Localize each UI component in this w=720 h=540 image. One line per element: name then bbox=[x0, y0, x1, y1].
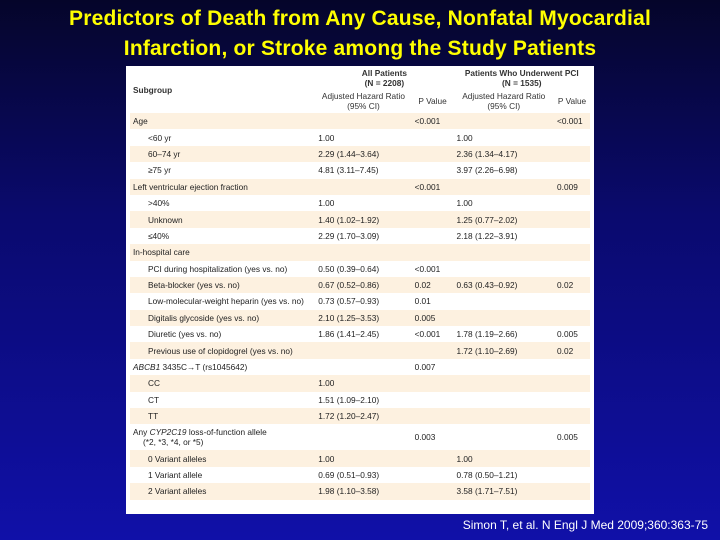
row-label bbox=[130, 211, 315, 227]
row-label-text: ≤40% bbox=[148, 230, 170, 241]
p-all-cell: <0.001 bbox=[414, 181, 441, 192]
hr-pci-cell bbox=[454, 359, 555, 375]
p-all-cell bbox=[412, 129, 454, 145]
p-all-cell bbox=[412, 228, 454, 244]
p-pci-cell bbox=[554, 483, 590, 499]
row-label-text: In-hospital care bbox=[133, 247, 190, 258]
hr-pci-cell bbox=[454, 408, 555, 424]
hr-pci-cell: 3.97 (2.26–6.98) bbox=[456, 165, 518, 176]
table-row bbox=[130, 408, 590, 424]
p-all-cell: 0.003 bbox=[414, 432, 436, 443]
hr-all-cell: 0.67 (0.52–0.86) bbox=[318, 280, 380, 291]
p-pci-cell bbox=[554, 261, 590, 277]
p-pci-cell bbox=[554, 408, 590, 424]
p-all-cell bbox=[412, 483, 454, 499]
row-label bbox=[130, 375, 315, 391]
hr-all-cell: 2.29 (1.70–3.09) bbox=[318, 230, 380, 241]
table-row bbox=[130, 424, 590, 450]
hr-all-cell: 1.00 bbox=[318, 378, 335, 389]
row-label bbox=[130, 129, 315, 145]
row-label bbox=[130, 359, 315, 375]
row-label bbox=[130, 342, 315, 358]
hr-all-cell: 4.81 (3.11–7.45) bbox=[318, 165, 379, 176]
hr-all-cell: 1.86 (1.41–2.45) bbox=[318, 329, 380, 340]
row-label bbox=[130, 179, 315, 195]
hr-pci-cell bbox=[454, 113, 555, 129]
table-row bbox=[130, 359, 590, 375]
p-all-cell bbox=[412, 146, 454, 162]
row-label bbox=[130, 392, 315, 408]
row-label bbox=[130, 195, 315, 211]
hr-all-cell bbox=[315, 359, 411, 375]
p-all-cell: <0.001 bbox=[414, 329, 441, 340]
p-all-cell bbox=[412, 392, 454, 408]
p-pci-cell bbox=[554, 467, 590, 483]
p-all-cell: 0.005 bbox=[414, 312, 436, 323]
table-row bbox=[130, 450, 590, 466]
hr-pci-cell bbox=[454, 261, 555, 277]
hr-pci-cell bbox=[454, 310, 555, 326]
table-row bbox=[130, 146, 590, 162]
table-row bbox=[130, 261, 590, 277]
table-row bbox=[130, 277, 590, 293]
hr-header-pci bbox=[454, 88, 555, 113]
table-row bbox=[130, 228, 590, 244]
row-label-text: <60 yr bbox=[148, 132, 172, 143]
row-label bbox=[130, 467, 315, 483]
hr-all-cell bbox=[315, 342, 411, 358]
hr-all-cell bbox=[315, 424, 411, 450]
p-pci-cell: 0.009 bbox=[557, 181, 578, 192]
hr-pci-cell: 3.58 (1.71–7.51) bbox=[456, 486, 518, 497]
hr-pci-cell bbox=[454, 244, 555, 260]
hr-pci-cell: 1.00 bbox=[456, 198, 473, 209]
table-row bbox=[130, 244, 590, 260]
p-all-cell: 0.01 bbox=[414, 296, 431, 307]
hr-pci-cell: 1.72 (1.10–2.69) bbox=[456, 345, 518, 356]
p-pci-cell: 0.005 bbox=[557, 329, 578, 340]
table-row bbox=[130, 179, 590, 195]
pci-patients-header bbox=[454, 66, 591, 88]
p-pci-cell bbox=[554, 162, 590, 178]
all-patients-header bbox=[315, 66, 453, 88]
hr-pci-cell: 1.78 (1.19–2.66) bbox=[456, 329, 518, 340]
hr-all-cell bbox=[315, 244, 411, 260]
hr-all-cell: 2.10 (1.25–3.53) bbox=[318, 312, 380, 323]
hr-all-cell: 0.69 (0.51–0.93) bbox=[318, 470, 380, 480]
row-label bbox=[130, 483, 315, 499]
row-label-text: Age bbox=[133, 116, 148, 127]
row-label-text: Diuretic (yes vs. no) bbox=[148, 329, 222, 340]
hr-header-all bbox=[315, 88, 411, 113]
p-all-cell bbox=[412, 244, 454, 260]
hr-header-all-line2: (95% CI) bbox=[347, 100, 380, 111]
p-pci-cell bbox=[554, 293, 590, 309]
row-label bbox=[130, 113, 315, 129]
row-label-gene: ABCB1 bbox=[133, 362, 161, 373]
hr-pci-cell bbox=[454, 179, 555, 195]
p-pci-cell: 0.02 bbox=[557, 345, 574, 356]
p-all-cell bbox=[412, 342, 454, 358]
table-row bbox=[130, 342, 590, 358]
hr-pci-cell: 1.00 bbox=[456, 453, 473, 464]
row-label-line2: (*2, *3, *4, or *5) bbox=[143, 437, 204, 448]
row-label bbox=[130, 408, 315, 424]
p-all-cell bbox=[412, 195, 454, 211]
row-label-gene: CYP2C19 bbox=[149, 427, 187, 438]
row-label-text: TT bbox=[148, 411, 159, 422]
hr-header-pci-line1: Adjusted Hazard Ratio bbox=[462, 90, 546, 101]
row-label-text: Low-molecular-weight heparin (yes vs. no) bbox=[148, 296, 304, 307]
p-all-cell bbox=[412, 408, 454, 424]
hr-pci-cell bbox=[454, 293, 555, 309]
p-pci-cell: <0.001 bbox=[557, 116, 583, 127]
hr-pci-cell bbox=[454, 375, 555, 391]
table-row bbox=[130, 392, 590, 408]
row-label-suffix: loss-of-function allele bbox=[186, 427, 267, 438]
pci-patients-n: (N = 1535) bbox=[502, 78, 542, 88]
row-label bbox=[130, 162, 315, 178]
row-label bbox=[130, 146, 315, 162]
row-label-text: >40% bbox=[148, 198, 170, 209]
table-row bbox=[130, 326, 590, 342]
row-label-text: ≥75 yr bbox=[148, 165, 171, 176]
row-label-text: CT bbox=[148, 394, 160, 405]
hr-pci-cell: 1.00 bbox=[456, 132, 473, 143]
citation: Simon T, et al. N Engl J Med 2009;360:363-75 bbox=[462, 518, 708, 532]
p-pci-cell bbox=[554, 146, 590, 162]
p-pci-cell bbox=[554, 244, 590, 260]
p-all-cell bbox=[412, 375, 454, 391]
row-label-text: Left ventricular ejection fraction bbox=[133, 181, 248, 192]
hr-pci-cell: 2.18 (1.22–3.91) bbox=[456, 230, 518, 241]
row-label-text: Unknown bbox=[148, 214, 183, 225]
table-row bbox=[130, 162, 590, 178]
p-all-cell bbox=[412, 211, 454, 227]
table-row bbox=[130, 467, 590, 483]
pci-patients-label: Patients Who Underwent PCI bbox=[464, 68, 579, 78]
p-all-cell bbox=[412, 467, 454, 483]
table-body bbox=[130, 113, 590, 500]
p-pci-cell bbox=[554, 228, 590, 244]
all-patients-label: All Patients bbox=[361, 68, 407, 78]
subgroup-header: Subgroup bbox=[133, 84, 173, 95]
hr-all-cell bbox=[315, 113, 411, 129]
table-row bbox=[130, 113, 590, 129]
hr-all-cell: 2.29 (1.44–3.64) bbox=[318, 148, 380, 159]
hr-all-cell: 1.72 (1.20–2.47) bbox=[318, 411, 380, 422]
p-pci-cell bbox=[554, 310, 590, 326]
row-label bbox=[130, 326, 315, 342]
table-row bbox=[130, 483, 590, 499]
hazard-ratio-table bbox=[130, 66, 590, 500]
hazard-ratio-table-card bbox=[126, 66, 594, 514]
row-label-text: PCI during hospitalization (yes vs. no) bbox=[148, 263, 288, 274]
table-row bbox=[130, 129, 590, 145]
p-pci-cell bbox=[554, 359, 590, 375]
p-header-pci: P Value bbox=[557, 95, 587, 106]
hr-all-cell: 1.00 bbox=[318, 453, 335, 464]
hr-pci-cell: 0.63 (0.43–0.92) bbox=[456, 280, 518, 291]
row-label bbox=[130, 450, 315, 466]
p-all-cell: 0.007 bbox=[414, 362, 436, 373]
row-label-suffix: 3435C→T (rs1045642) bbox=[160, 362, 248, 373]
row-label bbox=[130, 261, 315, 277]
p-pci-cell bbox=[554, 211, 590, 227]
table-row bbox=[130, 195, 590, 211]
all-patients-n: (N = 2208) bbox=[364, 78, 405, 88]
table-row bbox=[130, 293, 590, 309]
hr-all-cell bbox=[315, 179, 411, 195]
p-all-cell: <0.001 bbox=[414, 263, 441, 274]
hr-header-pci-line2: (95% CI) bbox=[487, 100, 521, 111]
p-pci-cell bbox=[554, 450, 590, 466]
p-pci-cell bbox=[554, 129, 590, 145]
p-all-cell: 0.02 bbox=[414, 280, 431, 291]
p-all-cell bbox=[412, 162, 454, 178]
p-pci-cell bbox=[554, 392, 590, 408]
hr-header-all-line1: Adjusted Hazard Ratio bbox=[321, 90, 405, 101]
title-line-1: Predictors of Death from Any Cause, Nonfatal Myocardial bbox=[68, 7, 651, 30]
p-pci-cell: 0.02 bbox=[557, 280, 574, 291]
row-label bbox=[130, 277, 315, 293]
p-all-cell: <0.001 bbox=[414, 116, 441, 127]
table-row bbox=[130, 310, 590, 326]
p-all-cell bbox=[412, 450, 454, 466]
table-row bbox=[130, 211, 590, 227]
p-pci-cell bbox=[554, 375, 590, 391]
row-label bbox=[130, 244, 315, 260]
hr-all-cell: 1.00 bbox=[318, 132, 335, 143]
title-line-2: Infarction, or Stroke among the Study Patients bbox=[123, 37, 597, 60]
p-header-all: P Value bbox=[418, 95, 447, 106]
row-label-text: Digitalis glycoside (yes vs. no) bbox=[148, 312, 260, 323]
table-row bbox=[130, 375, 590, 391]
row-label bbox=[130, 228, 315, 244]
hr-pci-cell bbox=[454, 424, 555, 450]
hr-all-cell: 1.51 (1.09–2.10) bbox=[318, 394, 380, 405]
p-pci-cell: 0.005 bbox=[557, 432, 578, 443]
p-pci-cell bbox=[554, 195, 590, 211]
row-label bbox=[130, 424, 315, 450]
row-label-text: 0 Variant alleles bbox=[148, 453, 207, 464]
hr-pci-cell: 0.78 (0.50–1.21) bbox=[456, 470, 518, 480]
slide-title bbox=[0, 4, 720, 64]
row-label-text: Beta-blocker (yes vs. no) bbox=[148, 280, 240, 291]
row-label-text: Any bbox=[133, 427, 150, 438]
hr-all-cell: 0.73 (0.57–0.93) bbox=[318, 296, 380, 307]
row-label-text: 1 Variant allele bbox=[148, 470, 203, 480]
hr-all-cell: 1.98 (1.10–3.58) bbox=[318, 486, 380, 497]
row-label-text: 2 Variant alleles bbox=[148, 486, 207, 497]
hr-pci-cell: 1.25 (0.77–2.02) bbox=[456, 214, 518, 225]
hr-pci-cell: 2.36 (1.34–4.17) bbox=[456, 148, 518, 159]
row-label-text: CC bbox=[148, 378, 160, 389]
hr-pci-cell bbox=[454, 392, 555, 408]
row-label-text: Previous use of clopidogrel (yes vs. no) bbox=[148, 345, 293, 356]
row-label-text: 60–74 yr bbox=[148, 148, 181, 159]
hr-all-cell: 1.00 bbox=[318, 198, 335, 209]
hr-all-cell: 1.40 (1.02–1.92) bbox=[318, 214, 380, 225]
row-label bbox=[130, 293, 315, 309]
row-label bbox=[130, 310, 315, 326]
hr-all-cell: 0.50 (0.39–0.64) bbox=[318, 263, 380, 274]
